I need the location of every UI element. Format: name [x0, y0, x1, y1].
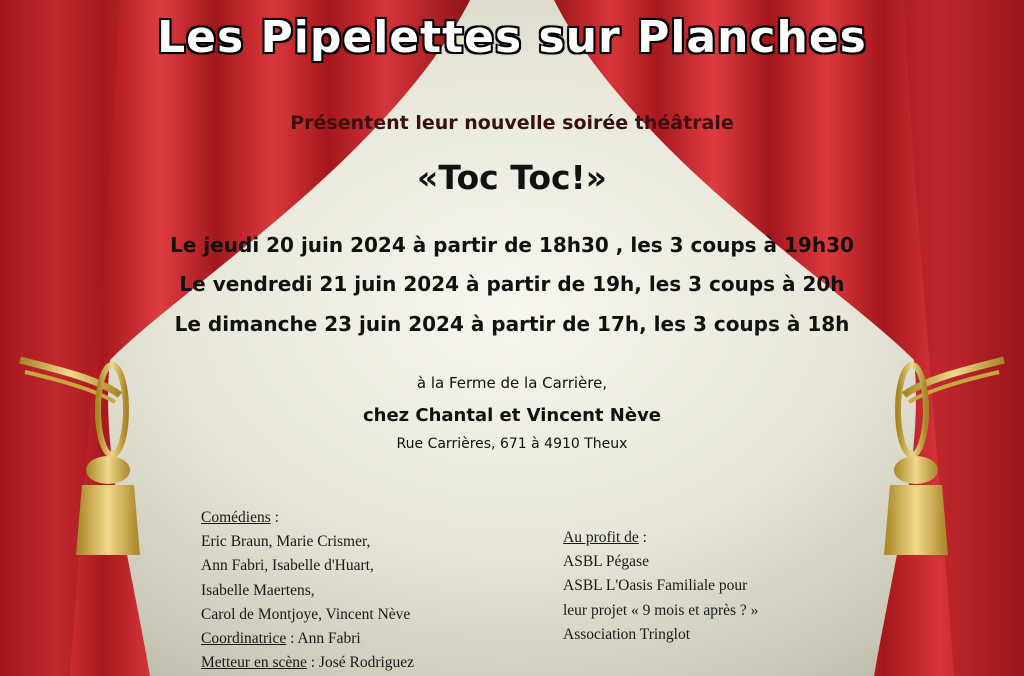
poster-title: Les Pipelettes sur Planches: [157, 12, 867, 63]
cast-heading-suffix: :: [270, 509, 279, 526]
director-line: [201, 651, 531, 675]
cast-section: [201, 506, 531, 675]
play-title: «Toc Toc!»: [417, 158, 607, 197]
cast-heading-line: [201, 506, 531, 530]
benefit-section: [563, 526, 843, 647]
coordinator-value: : Ann Fabri: [286, 630, 361, 648]
cast-line: Ann Fabri, Isabelle d'Huart,: [201, 557, 374, 575]
cast-line: Isabelle Maertens,: [201, 581, 315, 599]
coordinator-label: Coordinatrice: [201, 630, 287, 648]
show-date: Le jeudi 20 juin 2024 à partir de 18h30 , les 3 coups à 19h30: [170, 233, 854, 257]
coordinator-line: [201, 627, 531, 651]
benefit-heading-suffix: :: [638, 529, 647, 546]
cast-line: Eric Braun, Marie Crismer,: [201, 533, 371, 551]
venue-address: Rue Carrières, 671 à 4910 Theux: [396, 436, 628, 452]
cast-heading: Comédiens: [201, 509, 271, 526]
benefit-line: Association Tringlot: [563, 625, 691, 643]
director-label: Metteur en scène: [201, 654, 307, 672]
venue-name: à la Ferme de la Carrière,: [416, 374, 608, 392]
show-date: Le dimanche 23 juin 2024 à partir de 17h, les 3 coups à 18h: [174, 312, 850, 336]
venue-hosts: chez Chantal et Vincent Nève: [362, 405, 662, 426]
benefit-line: leur projet « 9 mois et après ? »: [563, 601, 759, 619]
benefit-heading-line: [563, 526, 843, 550]
director-value: : José Rodriguez: [306, 654, 415, 672]
benefit-line: ASBL Pégase: [563, 553, 649, 571]
poster-subtitle: Présentent leur nouvelle soirée théâtrale: [290, 112, 734, 134]
cast-line: Carol de Montjoye, Vincent Nève: [201, 605, 411, 623]
benefit-line: ASBL L'Oasis Familiale pour: [563, 577, 748, 595]
benefit-heading: Au profit de: [563, 529, 639, 546]
show-date: Le vendredi 21 juin 2024 à partir de 19h, les 3 coups à 20h: [179, 272, 845, 296]
